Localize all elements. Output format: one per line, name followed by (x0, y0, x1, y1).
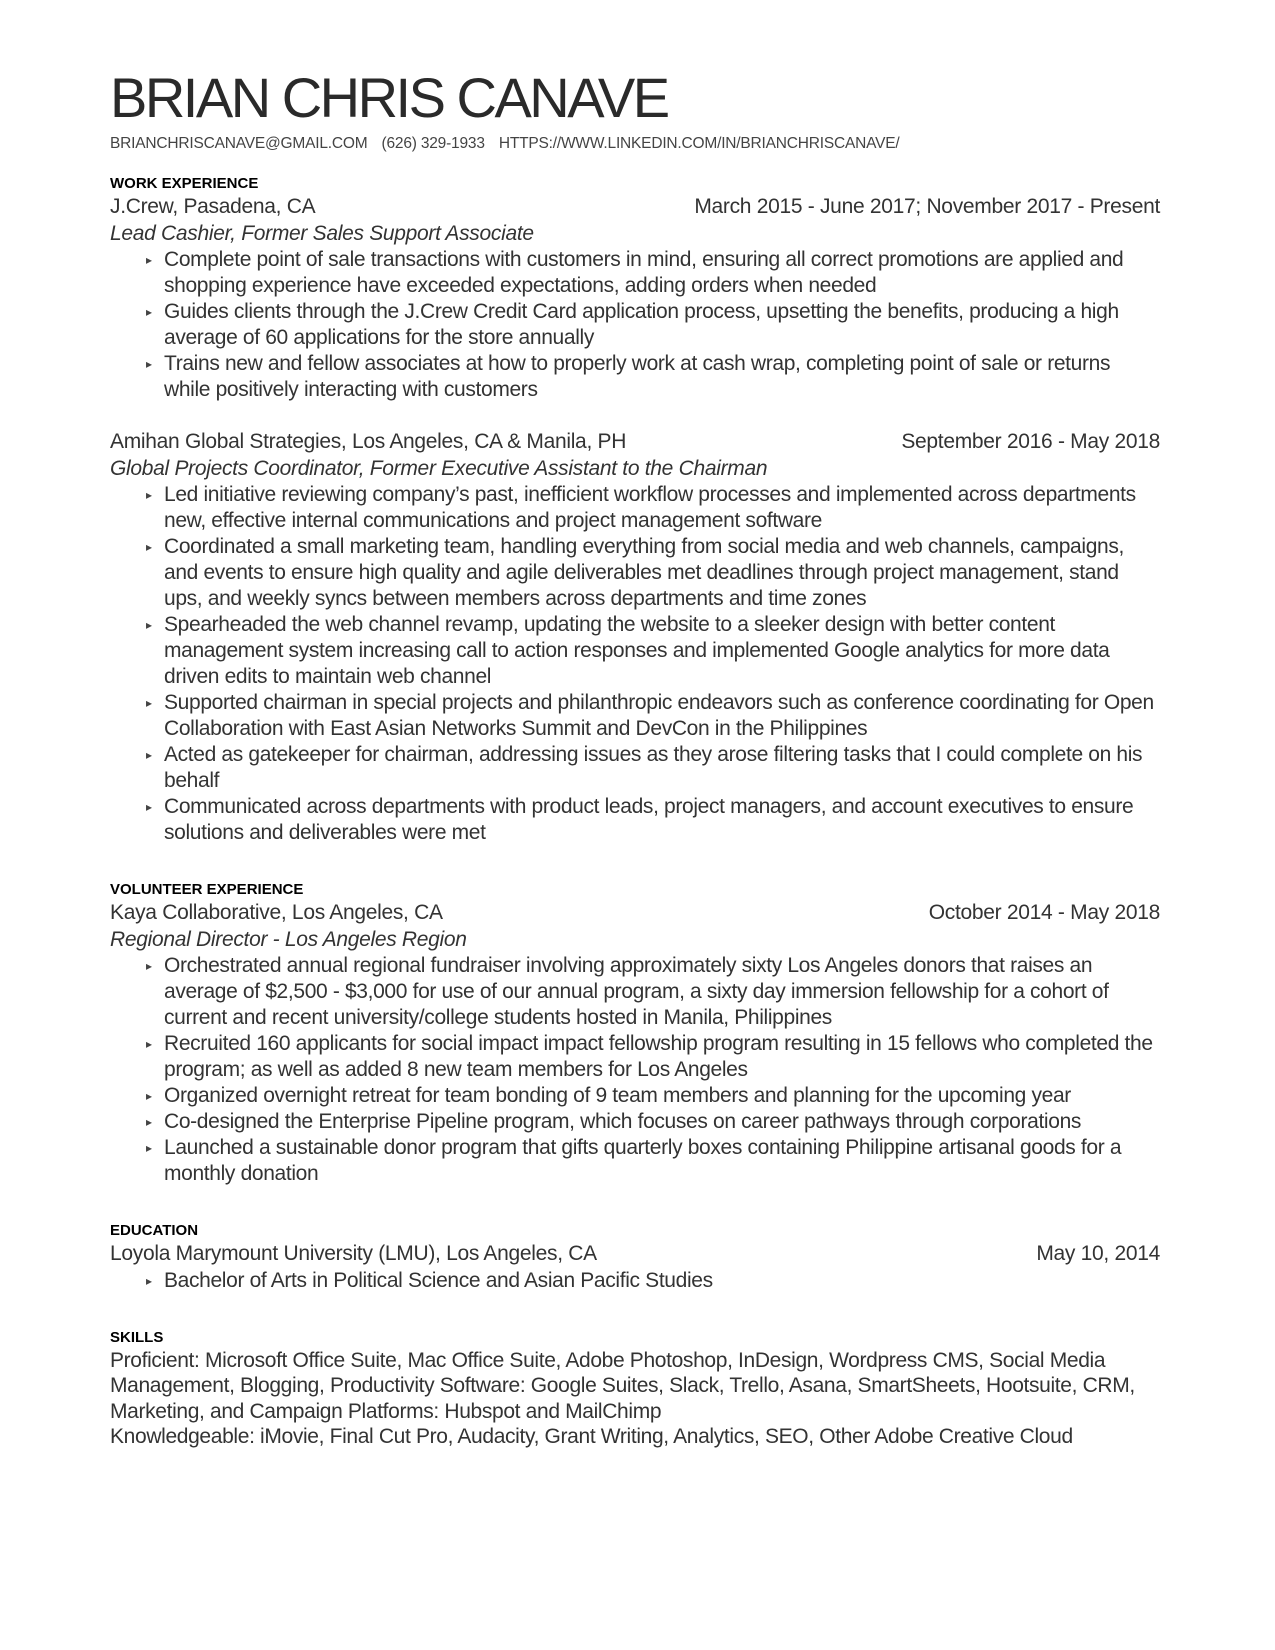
volunteer-experience-heading: VOLUNTEER EXPERIENCE (110, 881, 304, 898)
linkedin-link[interactable]: HTTPS://WWW.LINKEDIN.COM/IN/BRIANCHRISCANAVE/ (498, 135, 900, 152)
bullet-item: ▸ Led initiative reviewing company’s past, inefficient workflow processes and implemented across departments new, effective internal communications and project management software (164, 482, 1160, 534)
bullet-item: ▸ Acted as gatekeeper for chairman, addressing issues as they arose filtering tasks that I could complete on his behalf (164, 742, 1160, 794)
job-role: Regional Director - Los Angeles Region (110, 927, 467, 951)
job-header (110, 194, 1160, 221)
bullet-item: ▸ Complete point of sale transactions with customers in mind, ensuring all correct promotions are applied and shopping experience have exceeded expectations, adding orders when needed (164, 247, 1160, 299)
job-role: Lead Cashier, Former Sales Support Associate (110, 221, 534, 245)
spacer (110, 403, 1160, 429)
education-heading: EDUCATION (110, 1222, 199, 1239)
bullet-item: ▸ Trains new and fellow associates at how to properly work at cash wrap, completing point of sale or returns while positively interacting with customers (164, 351, 1160, 403)
job-bullets (110, 953, 1160, 1187)
job-bullets (110, 482, 1160, 846)
job-bullets (110, 247, 1160, 403)
job-org: Amihan Global Strategies, Los Angeles, CA & Manila, PH (110, 430, 627, 453)
skills-proficient: Proficient: Microsoft Office Suite, Mac Office Suite, Adobe Photoshop, InDesign, Wordpress CMS, Social Media Management, Blogging, Productivity Software: Google Suites, Slack, Trello, Asana, SmartSheets, Hootsuite, CRM, Marketing, and Campaign Platforms: Hubspot and MailChimp (110, 1348, 1135, 1423)
job-dates: October 2014 - May 2018 (928, 901, 1160, 924)
phone-number: (626) 329-1933 (381, 135, 485, 152)
skills-heading: SKILLS (110, 1328, 164, 1346)
candidate-name: BRIAN CHRIS CANAVE (110, 66, 668, 129)
skills-block (110, 1348, 1160, 1450)
bullet-item: ▸ Launched a sustainable donor program that gifts quarterly boxes containing Philippine artisanal goods for a monthly donation (164, 1135, 1160, 1187)
bullet-item: ▸ Bachelor of Arts in Political Science and Asian Pacific Studies (164, 1268, 1160, 1294)
education-lmu (110, 1241, 1160, 1294)
bullet-item: ▸ Supported chairman in special projects and philanthropic endeavors such as conference coordinating for Open Collaboration with East Asian Networks Summit and DevCon in the Philippines (164, 690, 1160, 742)
job-org: Kaya Collaborative, Los Angeles, CA (110, 901, 443, 924)
email-link[interactable]: BRIANCHRISCANAVE@GMAIL.COM (110, 135, 368, 152)
job-dates: March 2015 - June 2017; November 2017 - Present (694, 195, 1160, 218)
volunteer-kaya (110, 900, 1160, 1187)
school-name: Loyola Marymount University (LMU), Los Angeles, CA (110, 1242, 597, 1265)
bullet-item: ▸ Coordinated a small marketing team, handling everything from social media and web channels, campaigns, and events to ensure high quality and agile deliverables met deadlines through project management, stand ups, and weekly syncs between members across departments and time zones (164, 534, 1160, 612)
bullet-item: ▸ Spearheaded the web channel revamp, updating the website to a sleeker design with better content management system increasing call to action responses and implemented Google analytics for more data driven edits to maintain web channel (164, 612, 1160, 690)
bullet-item: ▸ Organized overnight retreat for team bonding of 9 team members and planning for the upcoming year (164, 1083, 1160, 1109)
skills-knowledgeable: Knowledgeable: iMovie, Final Cut Pro, Audacity, Grant Writing, Analytics, SEO, Other Adobe Creative Cloud (110, 1425, 1073, 1448)
bullet-item: ▸ Recruited 160 applicants for social impact impact fellowship program resulting in 15 fellows who completed the program; as well as added 8 new team members for Los Angeles (164, 1031, 1160, 1083)
contact-line (110, 134, 1160, 154)
job-amihan (110, 429, 1160, 846)
bullet-item: ▸ Guides clients through the J.Crew Credit Card application process, upsetting the benefits, producing a high average of 60 applications for the store annually (164, 299, 1160, 351)
bullet-item: ▸ Communicated across departments with product leads, project managers, and account executives to ensure solutions and deliverables were met (164, 794, 1160, 846)
resume-page (110, 66, 1160, 1450)
job-role: Global Projects Coordinator, Former Executive Assistant to the Chairman (110, 456, 768, 480)
bullet-item: ▸ Co-designed the Enterprise Pipeline program, which focuses on career pathways through corporations (164, 1109, 1160, 1135)
graduation-date: May 10, 2014 (1036, 1242, 1160, 1265)
job-jcrew (110, 194, 1160, 403)
job-dates: September 2016 - May 2018 (901, 430, 1160, 453)
education-bullets (110, 1268, 1160, 1294)
education-header (110, 1241, 1160, 1268)
job-org: J.Crew, Pasadena, CA (110, 195, 316, 218)
job-header (110, 900, 1160, 927)
bullet-item: ▸ Orchestrated annual regional fundraiser involving approximately sixty Los Angeles donors that raises an average of $2,500 - $3,000 for use of our annual program, a sixty day immersion fellowship for a cohort of current and recent university/college students hosted in Manila, Philippines (164, 953, 1160, 1031)
job-header (110, 429, 1160, 456)
work-experience-heading: WORK EXPERIENCE (110, 175, 259, 192)
